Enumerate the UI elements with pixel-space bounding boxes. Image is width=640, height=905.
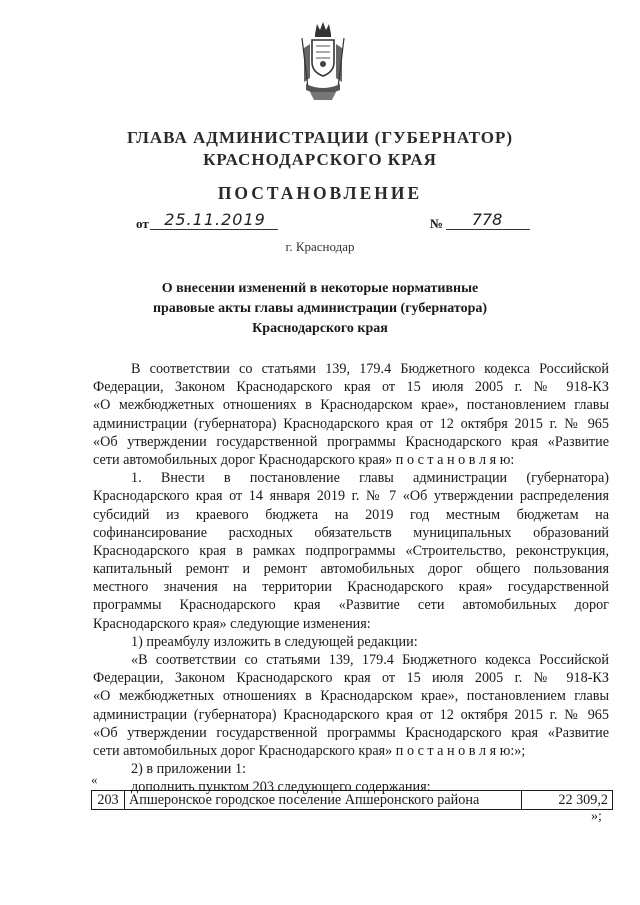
body-line: субсидий из краевого бюджета на 2019 год местным бюджетам на	[93, 506, 609, 523]
number-value: 778	[471, 210, 503, 229]
date-underline	[150, 229, 278, 230]
body-line: сети автомобильных дорог Краснодарского края» п о с т а н о в л я ю:	[93, 451, 515, 468]
city: г. Краснодар	[285, 239, 355, 254]
subject-line: правовые акты главы администрации (губернатора)	[152, 301, 488, 316]
body-line: софинансирование расходных обязательств муниципальных образований	[93, 524, 609, 541]
body-line: «В соответствии со статьями 139, 179.4 Бюджетного кодекса Российской	[131, 652, 609, 668]
body-line: программы Краснодарского края «Развитие сети автомобильных дорог	[93, 597, 609, 614]
number-underline	[446, 229, 530, 230]
body-line: сети автомобильных дорог Краснодарского края» п о с т а н о в л я ю:»;	[93, 742, 526, 759]
body-line: администрации (губернатора) Краснодарского края от 12 октября 2015 г. № 965	[93, 415, 609, 432]
body-line: капитальный ремонт и ремонт автомобильных дорог общего пользования	[93, 561, 609, 578]
table-quote-open: «	[91, 772, 98, 787]
body-line: 1. Внести в постановление главы администрации (губернатора)	[131, 470, 609, 487]
body-line: дополнить пунктом 203 следующего содержания:	[131, 779, 431, 796]
table-row	[92, 791, 613, 810]
body-line: 1) преамбулу изложить в следующей редакции:	[131, 633, 418, 650]
document-subject	[0, 279, 640, 339]
body-line: Федерации, Законом Краснодарского края от 15 июля 2005 г. № 918-КЗ	[93, 379, 609, 396]
number-label: №	[430, 216, 444, 231]
row-amount: 22 309,2	[522, 791, 613, 810]
body-line: 2) в приложении 1:	[131, 761, 246, 778]
body-line: Краснодарского края в рамках подпрограммы «Строительство, реконструкция,	[93, 542, 609, 559]
body-line: Федерации, Законом Краснодарского края от 15 июля 2005 г. № 918-КЗ	[93, 670, 609, 687]
row-number: 203	[92, 791, 125, 810]
date-value: 25.11.2019	[164, 210, 266, 229]
body-line: Краснодарского края от 14 января 2019 г. № 7 «Об утверждении распределения	[93, 488, 609, 505]
body-line: «О межбюджетных отношениях в Краснодарском крае», постановлением главы	[93, 688, 609, 705]
coat-of-arms-icon	[298, 18, 348, 102]
body-line: «О межбюджетных отношениях в Краснодарском крае», постановлением главы	[93, 397, 609, 414]
subject-line: О внесении изменений в некоторые нормативные	[161, 281, 479, 296]
subject-line: Краснодарского края	[252, 321, 388, 336]
body-line: Краснодарского края» следующие изменения:	[93, 615, 371, 632]
issuer-title: ГЛАВА АДМИНИСТРАЦИИ (ГУБЕРНАТОР)	[126, 128, 513, 147]
date-label: от	[136, 216, 149, 231]
body-line: «Об утверждении государственной программы Краснодарского края «Развитие	[93, 433, 609, 450]
table-quote-close: »;	[591, 809, 602, 824]
body-line: В соответствии со статьями 139, 179.4 Бюджетного кодекса Российской	[131, 361, 609, 377]
document-body	[93, 360, 609, 797]
row-municipality: Апшеронское городское поселение Апшеронского района	[125, 791, 522, 810]
body-line: местного значения на территории Краснодарского края» государственной	[93, 579, 609, 596]
issuer-region: КРАСНОДАРСКОГО КРАЯ	[203, 150, 437, 169]
document-type: ПОСТАНОВЛЕНИЕ	[217, 183, 423, 203]
body-line: администрации (губернатора) Краснодарского края от 12 октября 2015 г. № 965	[93, 706, 609, 723]
body-line: «Об утверждении государственной программы Краснодарского края «Развитие	[93, 724, 609, 741]
subsidy-table	[91, 790, 613, 810]
